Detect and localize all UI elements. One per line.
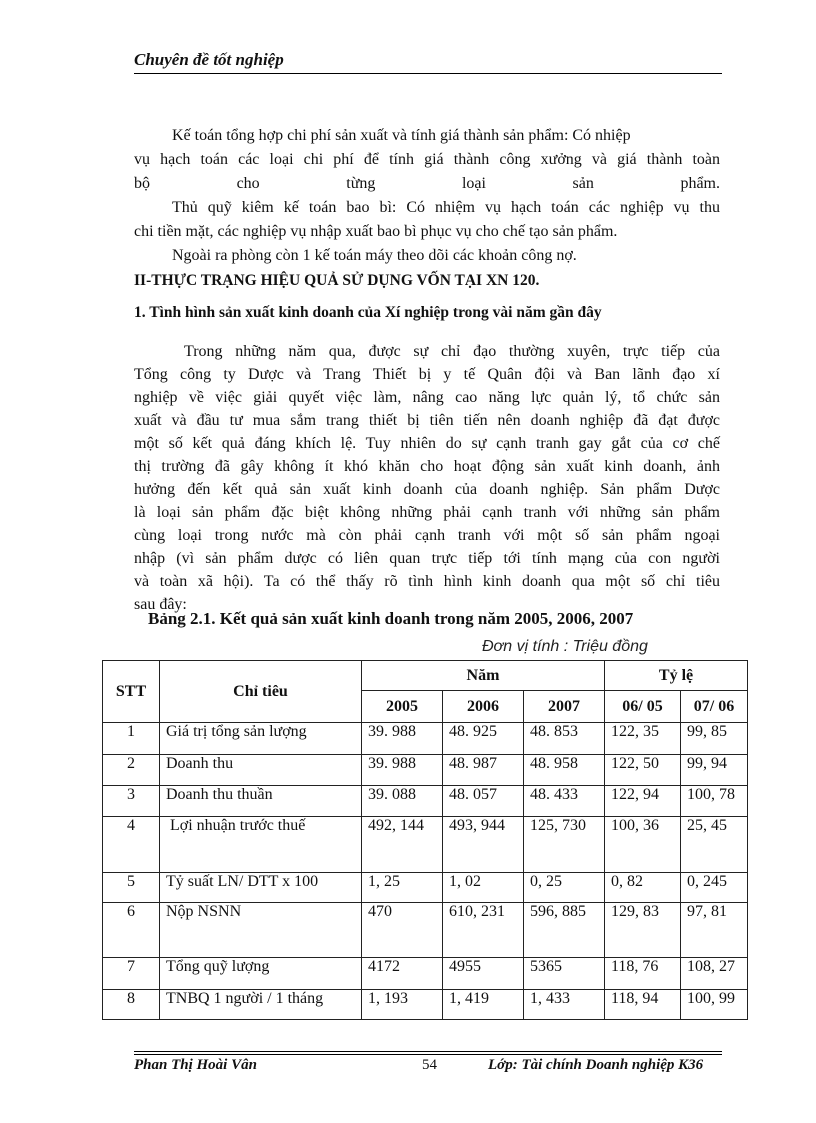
cell-2007: 48. 958	[524, 755, 605, 786]
paragraph-other	[134, 244, 720, 268]
cell-2006: 48. 057	[443, 786, 524, 817]
cell-2006: 493, 944	[443, 817, 524, 873]
cell-stt: 8	[103, 990, 160, 1020]
text-line: Trong những năm qua, được sự chỉ đạo thường xuyên, trực tiếp của	[184, 343, 720, 360]
table-row	[103, 786, 748, 817]
unit-label: Đơn vị tính : Triệu đồng	[482, 638, 648, 655]
header-rule	[134, 73, 722, 74]
text-line: bộ cho từng loại sản phẩm.	[134, 175, 720, 192]
cell-name: Nộp NSNN	[160, 903, 362, 958]
cell-ratio-06-05: 129, 83	[605, 903, 681, 958]
table-row	[103, 958, 748, 990]
cell-name: Tỷ suất LN/ DTT x 100	[160, 873, 362, 903]
cell-2007: 5365	[524, 958, 605, 990]
table-row	[103, 990, 748, 1020]
cell-ratio-07-06: 97, 81	[681, 903, 748, 958]
header-ratio: 06/ 05	[605, 691, 681, 723]
cell-2007: 48. 853	[524, 723, 605, 755]
text-line: Ngoài ra phòng còn 1 kế toán máy theo dõi các khoản công nợ.	[172, 247, 577, 264]
text-line: nghiệp về việc giải quyết việc làm, nâng cao năng lực quản lý, tổ chức sản	[134, 389, 720, 406]
header-nam: Năm	[362, 661, 605, 691]
text-line: cùng loại trong nước mà còn phải cạnh tranh với một số sản phẩm ngoại	[134, 527, 720, 544]
cell-ratio-06-05: 122, 35	[605, 723, 681, 755]
text-line: hưởng đến kết quả sản xuất kinh doanh của doanh nghiệp. Sản phẩm Dược	[134, 481, 720, 498]
cell-name: Lợi nhuận trước thuế	[160, 817, 362, 873]
table-row	[103, 723, 748, 755]
header-year: 2005	[362, 691, 443, 723]
cell-stt: 3	[103, 786, 160, 817]
header-title: Chuyên đề tốt nghiệp	[134, 50, 284, 69]
cell-2006: 4955	[443, 958, 524, 990]
footer-rule	[134, 1054, 722, 1055]
cell-ratio-06-05: 118, 94	[605, 990, 681, 1020]
table-row	[103, 755, 748, 786]
cell-2006: 610, 231	[443, 903, 524, 958]
text-line: chi tiền mặt, các nghiệp vụ nhập xuất bao bì phục vụ cho chế tạo sản phẩm.	[134, 223, 618, 240]
cell-stt: 2	[103, 755, 160, 786]
table-row	[103, 817, 748, 873]
text-line: sau đây:	[134, 596, 187, 613]
cell-name: TNBQ 1 người / 1 tháng	[160, 990, 362, 1020]
cell-2007: 0, 25	[524, 873, 605, 903]
text-line: Tổng công ty Dược và Trang Thiết bị y tế Quân đội và Ban lãnh đạo xí	[134, 366, 720, 383]
cell-2005: 4172	[362, 958, 443, 990]
text-line: nhập (vì sản phẩm dược có liên quan trực tiếp tới tính mạng của con người	[134, 550, 720, 567]
header-ratio: 07/ 06	[681, 691, 748, 723]
header-year: 2006	[443, 691, 524, 723]
cell-2005: 492, 144	[362, 817, 443, 873]
cell-stt: 1	[103, 723, 160, 755]
header-year: 2007	[524, 691, 605, 723]
text-line: Kế toán tổng hợp chi phí sản xuất và tính giá thành sản phẩm: Có nhiệp	[172, 127, 631, 144]
cell-2006: 48. 987	[443, 755, 524, 786]
section-heading: II-THỰC TRẠNG HIỆU QUẢ SỬ DỤNG VỐN TẠI XN 120.	[134, 272, 540, 289]
cell-ratio-06-05: 0, 82	[605, 873, 681, 903]
cell-ratio-07-06: 100, 99	[681, 990, 748, 1020]
cell-ratio-07-06: 0, 245	[681, 873, 748, 903]
cell-2006: 1, 419	[443, 990, 524, 1020]
cell-stt: 4	[103, 817, 160, 873]
cell-name: Doanh thu	[160, 755, 362, 786]
cell-2007: 48. 433	[524, 786, 605, 817]
cell-2006: 48. 925	[443, 723, 524, 755]
cell-2007: 596, 885	[524, 903, 605, 958]
text-line: vụ hạch toán các loại chi phí để tính giá thành công xưởng và giá thành toàn	[134, 151, 720, 168]
table-header-row	[103, 661, 748, 691]
paragraph-accounting-cost	[134, 124, 720, 196]
cell-2005: 470	[362, 903, 443, 958]
cell-ratio-06-05: 100, 36	[605, 817, 681, 873]
cell-stt: 7	[103, 958, 160, 990]
cell-2005: 39. 988	[362, 723, 443, 755]
paragraph-cashier	[134, 196, 720, 244]
header-ty-le: Tỷ lệ	[605, 661, 748, 691]
paragraph-business-situation	[134, 340, 720, 616]
footer-page-number: 54	[422, 1057, 437, 1073]
table-row	[103, 903, 748, 958]
cell-2005: 1, 25	[362, 873, 443, 903]
table-row	[103, 873, 748, 903]
text-line: thị trường đã gây không ít khó khăn cho hoạt động sản xuất kinh doanh, ảnh	[134, 458, 720, 475]
cell-stt: 6	[103, 903, 160, 958]
text-line: và toàn xã hội). Ta có thể thấy rõ tình hình kinh doanh qua một số chỉ tiêu	[134, 573, 720, 590]
cell-ratio-06-05: 122, 94	[605, 786, 681, 817]
cell-2005: 1, 193	[362, 990, 443, 1020]
subsection-heading: 1. Tình hình sản xuất kinh doanh của Xí nghiệp trong vài năm gần đây	[134, 304, 602, 321]
footer-class: Lớp: Tài chính Doanh nghiệp K36	[488, 1057, 704, 1073]
header-stt: STT	[103, 661, 160, 723]
cell-ratio-06-05: 118, 76	[605, 958, 681, 990]
text-line: xuất và đầu tư mua sắm trang thiết bị tiên tiến nên doanh nghiệp đã đạt được	[134, 412, 720, 429]
footer-rule	[134, 1051, 722, 1052]
cell-name: Tổng quỹ lượng	[160, 958, 362, 990]
cell-ratio-07-06: 99, 94	[681, 755, 748, 786]
table-title: Bảng 2.1. Kết quả sản xuất kinh doanh trong năm 2005, 2006, 2007	[148, 609, 634, 628]
header-chi-tieu: Chỉ tiêu	[160, 661, 362, 723]
cell-2005: 39. 988	[362, 755, 443, 786]
cell-ratio-06-05: 122, 50	[605, 755, 681, 786]
cell-name: Giá trị tổng sản lượng	[160, 723, 362, 755]
cell-2005: 39. 088	[362, 786, 443, 817]
cell-ratio-07-06: 99, 85	[681, 723, 748, 755]
cell-2007: 125, 730	[524, 817, 605, 873]
results-table	[102, 660, 748, 1020]
text-line: là loại sản phẩm đặc biệt không những phải cạnh tranh với những sản phẩm	[134, 504, 720, 521]
cell-ratio-07-06: 25, 45	[681, 817, 748, 873]
cell-2006: 1, 02	[443, 873, 524, 903]
cell-2007: 1, 433	[524, 990, 605, 1020]
cell-ratio-07-06: 100, 78	[681, 786, 748, 817]
footer-author: Phan Thị Hoài Vân	[134, 1057, 257, 1073]
cell-ratio-07-06: 108, 27	[681, 958, 748, 990]
text-line: một số kết quả đáng khích lệ. Tuy nhiên do sự cạnh tranh gay gắt của cơ chế	[134, 435, 720, 452]
text-line: Thủ quỹ kiêm kế toán bao bì: Có nhiệm vụ hạch toán các nghiệp vụ thu	[172, 199, 720, 216]
cell-stt: 5	[103, 873, 160, 903]
cell-name: Doanh thu thuần	[160, 786, 362, 817]
